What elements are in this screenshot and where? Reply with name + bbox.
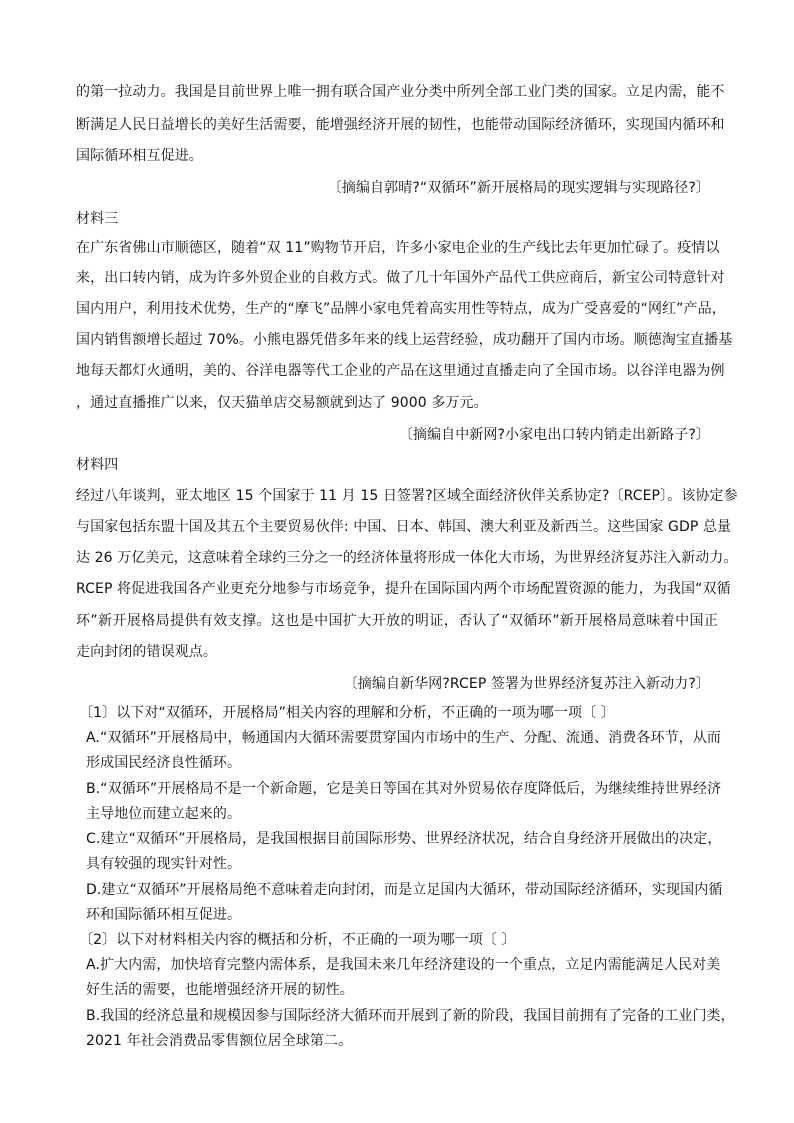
- paragraph-line: ，通过直播推广以来，仅天猫单店交易额就到达了 9000 多万元。: [76, 395, 488, 411]
- paragraph-line: 断满足人民日益增长的美好生活需要，能增强经济开展的韧性，也能带动国际经济循环，实现国内循环和: [76, 117, 725, 133]
- source-citation: 〔摘编自郭晴?“双循环”新开展格局的现实逻辑与实现路径?〕: [327, 180, 710, 196]
- option-b-line2: 主导地位而建立起来的。: [86, 806, 242, 822]
- source-citation: 〔摘编自新华网?RCEP 签署为世界经济复苏注入新动力?〕: [343, 676, 710, 692]
- option-d-line1: D.建立“双循环”开展格局绝不意味着走向封闭，而是立足国内大循环，带动国际经济循环，实现国内循: [86, 882, 723, 898]
- paragraph-line: 达 26 万亿美元，这意味着全球约三分之一的经济体量将形成一体化大市场，为世界经济复苏注入新动力。: [76, 550, 738, 566]
- paragraph-line: 环”新开展格局提供有效支撑。这也是中国扩大开放的明证，否认了“双循环”新开展格局意味着中国正: [76, 613, 718, 629]
- option-b-line1: B.我国的经济总量和规模因参与国际经济大循环而开展到了新的阶段，我国目前拥有了完备的工业门类，: [86, 1008, 735, 1024]
- paragraph-line: 国际循环相互促进。: [76, 148, 203, 164]
- paragraph-line: 经过八年谈判，亚太地区 15 个国家于 11 月 15 日签署?区域全面经济伙伴关系协定?〔RCEP〕。该协定参: [76, 488, 738, 504]
- option-a-line2: 形成国民经济良性循环。: [86, 755, 242, 771]
- paragraph-line: RCEP 将促进我国各产业更充分地参与市场竞争，提升在国际国内两个市场配置资源的能力，为我国“双循: [76, 581, 731, 597]
- paragraph-line: 地每天都灯火通明，美的、谷洋电器等代工企业的产品在这里通过直播走向了全国市场。以谷洋电器为例: [76, 363, 725, 379]
- paragraph-line: 走向封闭的错误观点。: [76, 644, 217, 660]
- paragraph-line: 与国家包括东盟十国及其五个主要贸易伙伴: 中国、日本、韩国、澳大利亚及新西兰。这些国家 GDP 总量: [76, 519, 732, 535]
- option-a-line1: A.扩大内需，加快培育完整内需体系，是我国未来几年经济建设的一个重点，立足内需能满足人民对美: [86, 957, 721, 973]
- question-stem: 〔1〕以下对“双循环，开展格局”相关内容的理解和分析，不正确的一项为哪一项〔 〕: [79, 705, 615, 721]
- option-b-line2: 2021 年社会消费品零售额位居全球第二。: [86, 1033, 353, 1049]
- section-heading: 材料三: [76, 211, 119, 227]
- option-c-line2: 具有较强的现实针对性。: [86, 856, 242, 872]
- option-a-line2: 好生活的需要，也能增强经济开展的韧性。: [86, 982, 354, 998]
- question-stem: 〔2〕以下对材料相关内容的概括和分析，不正确的一项为哪一项〔 〕: [79, 932, 516, 948]
- option-d-line2: 环和国际循环相互促进。: [86, 907, 242, 923]
- paragraph-line: 在广东省佛山市顺德区，随着“双 11”购物节开启，许多小家电企业的生产线比去年更加忙碌了。疫情以: [76, 240, 720, 256]
- option-a-line1: A.“双循环”开展格局中，畅通国内大循环需要贯穿国内市场中的生产、分配、流通、消费各环节，从而: [86, 730, 721, 746]
- paragraph-line: 国内销售额增长超过 70%。小熊电器凭借多年来的线上运营经验，成功翻开了国内市场。顺德淘宝直播基: [76, 332, 733, 348]
- paragraph-line: 的第一拉动力。我国是目前世界上唯一拥有联合国产业分类中所列全部工业门类的国家。立足内需，能不: [76, 84, 725, 100]
- paragraph-line: 国内用户，利用技术优势，生产的“摩飞”品牌小家电凭着高实用性等特点，成为广受喜爱的“网红”产品，: [76, 301, 726, 317]
- source-citation: 〔摘编自中新网?小家电出口转内销走出新路子?〕: [398, 427, 710, 443]
- section-heading: 材料四: [76, 457, 119, 473]
- option-b-line1: B.“双循环”开展格局不是一个新命题，它是美日等国在其对外贸易依存度降低后，为继续维持世界经济: [86, 781, 722, 797]
- option-c-line1: C.建立“双循环”开展格局，是我国根据目前国际形势、世界经济状况，结合自身经济开展做出的决定，: [86, 831, 722, 847]
- paragraph-line: 来，出口转内销，成为许多外贸企业的自救方式。做了几十年国外产品代工供应商后，新宝公司特意针对: [76, 270, 725, 286]
